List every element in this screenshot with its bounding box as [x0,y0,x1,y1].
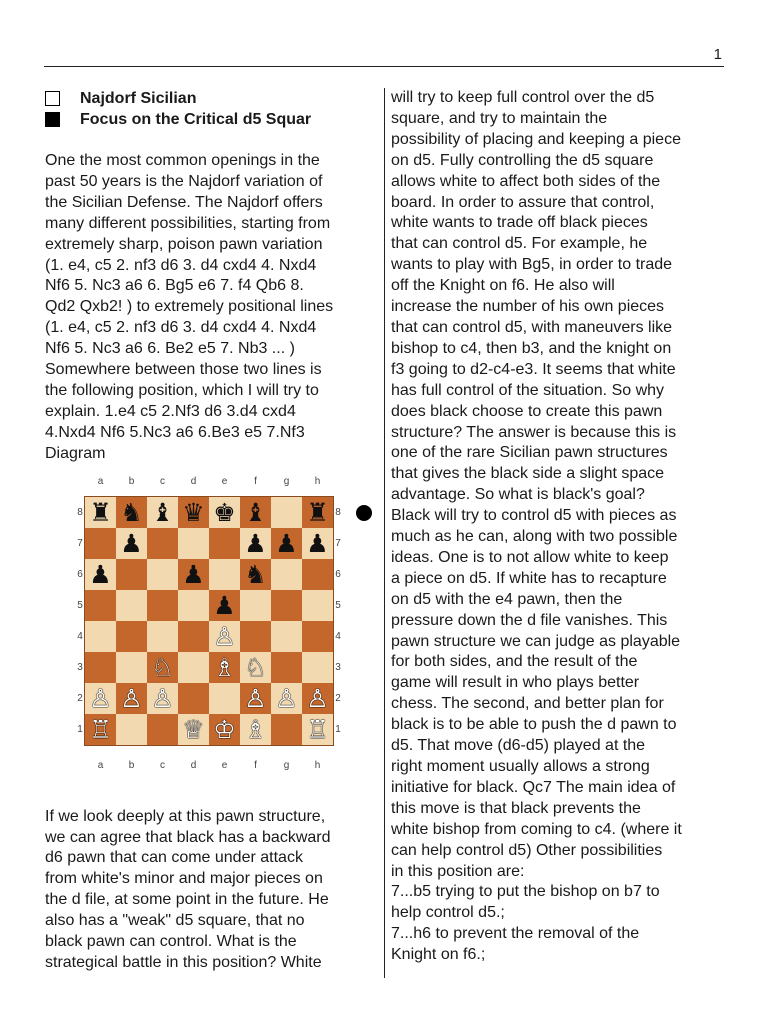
file-labels-top [85,475,333,489]
chess-piece-icon: ♙ [213,621,236,651]
rank-label: 4 [335,630,341,642]
square-g4 [271,621,302,652]
square-f2 [240,683,271,714]
chess-piece-icon: ♜ [89,497,112,527]
file-label: c [160,475,165,487]
square-a2 [85,683,116,714]
square-g7 [271,528,302,559]
file-labels-bottom [85,759,333,773]
filled-checkbox[interactable] [45,112,60,127]
chess-piece-icon: ♛ [182,497,205,527]
file-label: a [97,475,104,487]
square-g3 [271,652,302,683]
rank-label: 7 [335,537,341,549]
file-label: c [160,759,165,771]
top-rule [44,66,724,67]
square-d1 [178,714,209,745]
square-h3 [302,652,333,683]
square-c6 [147,559,178,590]
heading-title: Najdorf Sicilian [80,89,197,107]
square-g2 [271,683,302,714]
square-a6 [85,559,116,590]
square-c7 [147,528,178,559]
square-c8 [147,497,178,528]
chess-piece-icon: ♙ [151,683,174,713]
rank-label: 5 [77,599,83,611]
rank-label: 3 [77,661,83,673]
rank-label: 5 [335,599,341,611]
side-to-move-indicator [356,505,372,521]
square-d6 [178,559,209,590]
square-g5 [271,590,302,621]
rank-label: 7 [77,537,83,549]
square-a7 [85,528,116,559]
rank-label: 1 [335,723,341,735]
chess-piece-icon: ♟ [213,590,236,620]
file-label: f [254,759,257,771]
square-h7 [302,528,333,559]
square-h6 [302,559,333,590]
chess-piece-icon: ♙ [120,683,143,713]
square-a4 [85,621,116,652]
file-label: f [254,475,257,487]
chess-piece-icon: ♟ [244,528,267,558]
square-c4 [147,621,178,652]
rank-labels-right [331,497,345,745]
square-e7 [209,528,240,559]
square-e3 [209,652,240,683]
intro-paragraph: One the most common openings in the past 50 years is the Najdorf variation of the Sicilian Defense. The Najdorf offers many different possibilities, starting from extremely sharp, poison pawn variation (1. e4, c5 2. nf3 d6 3. d4 cxd4 4. Nxd4 Nf6 5. Nc3 a6 6. Bg5 e6 7. f4 Qb6 8. Qd2 Qxb2! ) to extremely positional lines (1. e4, c5 2. nf3 d6 3. d4 cxd4 4. Nxd4 Nf6 5. Nc3 a6 6. Be2 e5 7. Nb3 ... ) Somewhere between those two lines is the following position, which I will try to explain. 1.e4 c5 2.Nf3 d6 3.d4 cxd4 4.Nxd4 Nf6 5.Nc3 a6 6.Be3 e5 7.Nf3 Diagram [45,152,334,462]
square-f3 [240,652,271,683]
square-b5 [116,590,147,621]
file-label: e [221,475,228,487]
square-e1 [209,714,240,745]
square-h2 [302,683,333,714]
chess-piece-icon: ♗ [244,714,267,744]
square-g1 [271,714,302,745]
square-c5 [147,590,178,621]
file-label: g [283,475,290,487]
chess-piece-icon: ♘ [151,652,174,682]
square-b1 [116,714,147,745]
continuation-paragraph: will try to keep full control over the d5 square, and try to maintain the possibility of placing and keeping a piece on d5. Fully controlling the d5 square allows white to affect both sides of the board. In order to assure that control, white wants to trade off black pieces that can control d5. For example, he wants to play with Bg5, in order to trade off the Knight on f6. He also will increase the number of his own pieces that can control d5, with maneuvers like bishop to c4, then b3, and the knight on f3 going to d2-c4-e3. It seems that white has full control of the situation. So why does black choose to create this pawn structure? The answer is because this is one of the rare Sicilian pawn structures that gives the black side a slight space advantage. So what is black's goal? Black will try to control d5 with pieces as much as he can, along with two possible ideas. One is to not allow white to keep a piece on d5. If white has to recapture on d5 with the e4 pawn, then the pressure down the d file vanishes. This pawn structure we can judge as playable for both sides, and the result of the game will result in who plays better chess. The second, and better plan for black is to be able to push the d pawn to d5. That move (d6-d5) played at the right moment usually allows a strong initiative for black. Qc7 The main idea of this move is that black prevents the white bishop from coming to c4. (where it can help control d5) Other possibilities in this position are: 7...b5 trying to put the bishop on b7 to help control d5.; 7...h6 to prevent the removal of the Knight on f6.; [391,89,682,964]
rank-label: 8 [77,506,83,518]
square-d4 [178,621,209,652]
chess-piece-icon: ♟ [182,559,205,589]
square-e2 [209,683,240,714]
rank-label: 2 [77,692,83,704]
file-label: e [221,759,228,771]
rank-label: 2 [335,692,341,704]
chess-piece-icon: ♙ [89,683,112,713]
square-h1 [302,714,333,745]
chess-piece-icon: ♟ [275,528,298,558]
square-h4 [302,621,333,652]
square-f6 [240,559,271,590]
heading-subtitle: Focus on the Critical d5 Squar [80,110,312,128]
chess-piece-icon: ♝ [151,497,174,527]
square-d3 [178,652,209,683]
chess-piece-icon: ♙ [244,683,267,713]
square-f8 [240,497,271,528]
file-label: g [283,759,290,771]
square-b3 [116,652,147,683]
square-e8 [209,497,240,528]
square-e4 [209,621,240,652]
heading-najdorf [45,88,365,109]
square-b4 [116,621,147,652]
square-d8 [178,497,209,528]
chess-piece-icon: ♙ [275,683,298,713]
square-d5 [178,590,209,621]
square-b8 [116,497,147,528]
square-e6 [209,559,240,590]
square-b2 [116,683,147,714]
square-b7 [116,528,147,559]
chess-piece-icon: ♜ [306,497,329,527]
file-label: h [314,475,321,487]
square-h5 [302,590,333,621]
square-f4 [240,621,271,652]
column-divider [384,88,385,978]
square-h8 [302,497,333,528]
heading-focus [45,109,365,130]
chess-piece-icon: ♖ [306,714,329,744]
file-label: d [190,475,197,487]
rank-label: 3 [335,661,341,673]
chess-diagram [45,475,365,789]
file-label: a [97,759,104,771]
chess-piece-icon: ♟ [120,528,143,558]
chess-board [85,497,333,745]
file-label: d [190,759,197,771]
square-d7 [178,528,209,559]
rank-label: 4 [77,630,83,642]
rank-label: 6 [77,568,83,580]
square-c2 [147,683,178,714]
rank-label: 8 [335,506,341,518]
rank-label: 6 [335,568,341,580]
chess-piece-icon: ♖ [89,714,112,744]
analysis-paragraph: If we look deeply at this pawn structure, we can agree that black has a backward d6 pawn that can come under attack from white's minor and major pieces on the d file, at some point in the future. He also has a "weak" d5 square, that no black pawn can control. What is the strategical battle in this position? White [45,807,331,971]
rank-label: 1 [77,723,83,735]
chess-piece-icon: ♝ [244,497,267,527]
square-b6 [116,559,147,590]
square-g8 [271,497,302,528]
chess-piece-icon: ♗ [213,652,236,682]
square-a5 [85,590,116,621]
square-f5 [240,590,271,621]
square-a1 [85,714,116,745]
square-a3 [85,652,116,683]
square-f1 [240,714,271,745]
square-e5 [209,590,240,621]
square-a8 [85,497,116,528]
square-f7 [240,528,271,559]
square-d2 [178,683,209,714]
empty-checkbox[interactable] [45,91,60,106]
right-column [391,88,721,966]
square-c3 [147,652,178,683]
file-label: h [314,759,321,771]
square-g6 [271,559,302,590]
left-column [45,88,365,974]
chess-piece-icon: ♚ [213,497,236,527]
chess-piece-icon: ♕ [182,714,205,744]
file-label: b [128,759,135,771]
page-number: 1 [713,46,722,63]
chess-piece-icon: ♞ [244,559,267,589]
file-label: b [128,475,135,487]
square-c1 [147,714,178,745]
chess-piece-icon: ♙ [306,683,329,713]
chess-piece-icon: ♞ [120,497,143,527]
chess-piece-icon: ♔ [213,714,236,744]
chess-piece-icon: ♟ [89,559,112,589]
chess-piece-icon: ♟ [306,528,329,558]
chess-piece-icon: ♘ [244,652,267,682]
